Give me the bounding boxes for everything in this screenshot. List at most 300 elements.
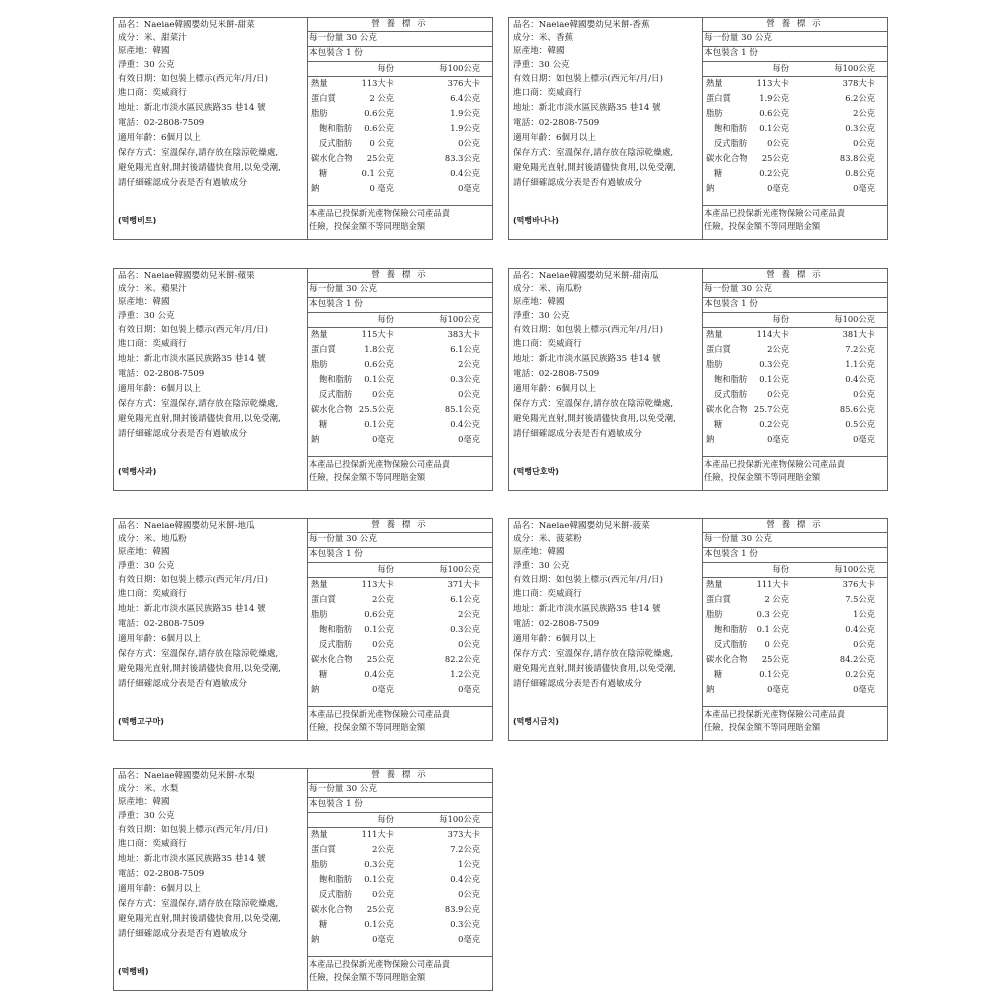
nutrient-label: 碳水化合物 [706, 404, 748, 414]
phone: 電話：02-2808-7509 [513, 118, 600, 128]
nutrient-label: 熱量 [706, 579, 723, 589]
nutrient-per-100g: 0.4公克 [845, 624, 875, 634]
nutrition-facts [307, 18, 492, 239]
nutrient-per-serving: 1.9公克 [759, 93, 789, 103]
nutrient-per-100g: 0毫克 [458, 934, 480, 944]
insurance-line-1: 本產品已投保新光產物保險公司產品責 [309, 709, 451, 719]
age-range: 適用年齡：6個月以上 [118, 133, 201, 143]
storage-line-3: 請仔細確認成分表是否有過敏成分 [118, 679, 247, 689]
nutrient-label: 蛋白質 [706, 344, 731, 354]
nutrient-per-100g: 371大卡 [447, 579, 480, 589]
product-name: 品名：Naeiae韓國嬰幼兒米餅-菠菜 [513, 521, 650, 531]
storage-line-1: 保存方式：室溫保存,請存放在陰涼乾燥處, [513, 148, 674, 158]
nutrient-per-100g: 83.9公克 [444, 904, 480, 914]
servings-per-pack: 本包裝含 1 份 [309, 48, 363, 58]
nutrient-per-serving: 0毫克 [372, 684, 394, 694]
per-serving-header: 每份 [377, 814, 394, 824]
nutrient-label: 熱量 [311, 829, 328, 839]
phone: 電話：02-2808-7509 [118, 619, 205, 629]
storage-line-3: 請仔細確認成分表是否有過敏成分 [118, 178, 247, 188]
nutrient-label: 鈉 [311, 434, 320, 444]
nutrient-per-serving: 0.2公克 [759, 419, 789, 429]
nutrition-facts [702, 18, 887, 239]
nutrient-per-100g: 0公克 [458, 639, 480, 649]
nutrient-label: 熱量 [311, 579, 328, 589]
serving-size: 每一份量 30 公克 [704, 284, 772, 294]
nutrient-per-serving: 2公克 [767, 344, 789, 354]
nutrient-per-serving: 25公克 [761, 654, 789, 664]
nutrition-header: 營 養 標 示 [307, 18, 492, 32]
nutrient-per-serving: 0.3 公克 [756, 609, 789, 619]
per-serving-header: 每份 [772, 314, 789, 324]
net-weight: 淨重：30 公克 [513, 311, 570, 321]
age-range: 適用年齡：6個月以上 [513, 133, 596, 143]
age-range: 適用年齡：6個月以上 [118, 384, 201, 394]
nutrient-per-100g: 6.1公克 [450, 344, 480, 354]
product-info [509, 519, 703, 740]
per-100g-header: 每100公克 [439, 63, 480, 73]
nutrient-per-serving: 0.1公克 [759, 123, 789, 133]
nutrient-label: 鈉 [311, 183, 320, 193]
nutrient-per-serving: 0.3公克 [364, 859, 394, 869]
insurance-line-1: 本產品已投保新光產物保險公司產品責 [309, 459, 451, 469]
nutrient-per-100g: 0毫克 [458, 684, 480, 694]
korean-product-tag: (떡뻥단호박) [513, 467, 559, 476]
per-100g-header: 每100公克 [439, 814, 480, 824]
nutrient-label: 脂肪 [706, 108, 723, 118]
nutrient-per-100g: 84.2公克 [839, 654, 875, 664]
net-weight: 淨重：30 公克 [513, 561, 570, 571]
nutrient-per-100g: 0公克 [853, 639, 875, 649]
age-range: 適用年齡：6個月以上 [513, 634, 596, 644]
nutrient-per-serving: 0.6公克 [364, 108, 394, 118]
nutrient-per-serving: 0毫克 [767, 183, 789, 193]
storage-line-1: 保存方式：室溫保存,請存放在陰涼乾燥處, [513, 399, 674, 409]
nutrient-per-100g: 2公克 [458, 609, 480, 619]
serving-size: 每一份量 30 公克 [309, 284, 377, 294]
product-info [114, 18, 308, 239]
servings-per-pack: 本包裝含 1 份 [309, 799, 363, 809]
address: 地址：新北市淡水區民族路35 巷14 號 [118, 103, 266, 113]
origin: 原產地：韓國 [118, 547, 170, 557]
nutrient-label: 飽和脂肪 [319, 374, 353, 384]
nutrient-per-serving: 2公克 [372, 844, 394, 854]
serving-size: 每一份量 30 公克 [309, 784, 377, 794]
storage-line-1: 保存方式：室溫保存,請存放在陰涼乾燥處, [118, 899, 279, 909]
nutrient-per-serving: 0.1 公克 [361, 168, 394, 178]
nutrition-label [113, 17, 493, 240]
nutrition-header: 營 養 標 示 [307, 769, 492, 783]
nutrient-per-100g: 0.5公克 [845, 419, 875, 429]
per-serving-header: 每份 [772, 63, 789, 73]
nutrient-label: 熱量 [706, 78, 723, 88]
nutrient-label: 碳水化合物 [311, 404, 353, 414]
nutrient-label: 反式脂肪 [319, 889, 353, 899]
expiry-date: 有效日期：如包裝上標示(西元年/月/日) [513, 575, 663, 585]
nutrient-label: 飽和脂肪 [714, 624, 748, 634]
product-name: 品名：Naeiae韓國嬰幼兒米餅-香蕉 [513, 20, 650, 30]
storage-line-3: 請仔細確認成分表是否有過敏成分 [118, 929, 247, 939]
insurance-line-1: 本產品已投保新光產物保險公司產品責 [704, 208, 846, 218]
servings-per-pack: 本包裝含 1 份 [704, 549, 758, 559]
korean-product-tag: (떡뻥사과) [118, 467, 157, 476]
insurance-line-1: 本產品已投保新光產物保險公司產品責 [309, 959, 451, 969]
origin: 原產地：韓國 [513, 297, 565, 307]
net-weight: 淨重：30 公克 [118, 561, 175, 571]
expiry-date: 有效日期：如包裝上標示(西元年/月/日) [513, 325, 663, 335]
importer: 進口商：奕威商行 [118, 839, 187, 849]
nutrient-per-100g: 7.2公克 [845, 344, 875, 354]
serving-size: 每一份量 30 公克 [309, 33, 377, 43]
product-info [114, 269, 308, 490]
nutrient-per-serving: 0公克 [767, 138, 789, 148]
nutrient-per-100g: 0毫克 [458, 434, 480, 444]
nutrient-per-serving: 0.1公克 [759, 374, 789, 384]
servings-per-pack: 本包裝含 1 份 [704, 299, 758, 309]
storage-line-3: 請仔細確認成分表是否有過敏成分 [513, 429, 642, 439]
korean-product-tag: (떡뻥바나나) [513, 216, 559, 225]
nutrient-per-serving: 25.7公克 [753, 404, 789, 414]
phone: 電話：02-2808-7509 [118, 118, 205, 128]
nutrition-label [113, 268, 493, 491]
nutrient-per-serving: 25公克 [366, 153, 394, 163]
nutrient-label: 糖 [319, 419, 328, 429]
nutrient-label: 碳水化合物 [706, 654, 748, 664]
serving-size: 每一份量 30 公克 [704, 33, 772, 43]
nutrition-facts [307, 269, 492, 490]
nutrient-per-serving: 0.6公克 [364, 123, 394, 133]
address: 地址：新北市淡水區民族路35 巷14 號 [118, 354, 266, 364]
nutrient-per-100g: 1.1公克 [845, 359, 875, 369]
nutrient-per-100g: 0.4公克 [450, 874, 480, 884]
storage-line-2: 避免陽光直射,開封後請儘快食用,以免受潮, [118, 914, 281, 924]
nutrient-per-100g: 1.9公克 [450, 123, 480, 133]
nutrient-per-100g: 378大卡 [842, 78, 875, 88]
nutrient-label: 脂肪 [311, 859, 328, 869]
nutrient-per-100g: 7.2公克 [450, 844, 480, 854]
insurance-line-2: 任險，投保金額不等同理賠金額 [704, 722, 821, 732]
nutrient-per-100g: 0.4公克 [450, 168, 480, 178]
nutrient-per-serving: 115大卡 [361, 329, 394, 339]
nutrient-label: 蛋白質 [311, 344, 336, 354]
serving-size: 每一份量 30 公克 [309, 534, 377, 544]
per-100g-header: 每100公克 [834, 314, 875, 324]
nutrient-label: 熱量 [706, 329, 723, 339]
nutrient-per-serving: 113大卡 [361, 78, 394, 88]
nutrient-per-serving: 0.1公克 [364, 624, 394, 634]
nutrient-per-serving: 2 公克 [369, 93, 394, 103]
expiry-date: 有效日期：如包裝上標示(西元年/月/日) [513, 74, 663, 84]
nutrient-per-serving: 1.8公克 [364, 344, 394, 354]
nutrient-per-serving: 0公克 [767, 389, 789, 399]
nutrient-per-serving: 0.1公克 [364, 419, 394, 429]
nutrient-label: 反式脂肪 [714, 639, 748, 649]
nutrient-label: 飽和脂肪 [714, 374, 748, 384]
nutrient-per-100g: 0公克 [458, 138, 480, 148]
nutrient-per-serving: 2公克 [372, 594, 394, 604]
nutrient-per-serving: 0.6公克 [364, 609, 394, 619]
insurance-line-1: 本產品已投保新光產物保險公司產品責 [704, 709, 846, 719]
insurance-line-2: 任險，投保金額不等同理賠金額 [704, 472, 821, 482]
nutrient-per-100g: 7.5公克 [845, 594, 875, 604]
nutrient-label: 鈉 [706, 183, 715, 193]
nutrient-per-100g: 85.1公克 [444, 404, 480, 414]
nutrient-per-100g: 0毫克 [853, 183, 875, 193]
nutrient-label: 飽和脂肪 [319, 874, 353, 884]
storage-line-2: 避免陽光直射,開封後請儘快食用,以免受潮, [513, 664, 676, 674]
storage-line-3: 請仔細確認成分表是否有過敏成分 [118, 429, 247, 439]
insurance-line-2: 任險，投保金額不等同理賠金額 [309, 722, 426, 732]
nutrient-per-100g: 2公克 [458, 359, 480, 369]
product-name: 品名：Naeiae韓國嬰幼兒米餅-甜菜 [118, 20, 255, 30]
nutrient-per-100g: 0毫克 [458, 183, 480, 193]
ingredients: 成分：米、蘋果汁 [118, 284, 187, 294]
nutrient-per-serving: 0.1公克 [364, 374, 394, 384]
nutrient-label: 脂肪 [706, 609, 723, 619]
per-serving-header: 每份 [377, 564, 394, 574]
nutrient-per-serving: 111大卡 [756, 579, 789, 589]
expiry-date: 有效日期：如包裝上標示(西元年/月/日) [118, 825, 268, 835]
origin: 原產地：韓國 [513, 547, 565, 557]
importer: 進口商：奕威商行 [513, 589, 582, 599]
nutrient-per-100g: 6.4公克 [450, 93, 480, 103]
importer: 進口商：奕威商行 [118, 339, 187, 349]
per-serving-header: 每份 [377, 63, 394, 73]
nutrient-label: 鈉 [311, 934, 320, 944]
insurance-line-1: 本產品已投保新光產物保險公司產品責 [309, 208, 451, 218]
net-weight: 淨重：30 公克 [118, 311, 175, 321]
nutrient-per-100g: 0.2公克 [845, 669, 875, 679]
nutrition-label [113, 768, 493, 991]
nutrient-per-serving: 25公克 [366, 654, 394, 664]
product-info [114, 519, 308, 740]
nutrient-per-serving: 0 公克 [369, 138, 394, 148]
address: 地址：新北市淡水區民族路35 巷14 號 [513, 604, 661, 614]
korean-product-tag: (떡뻥고구마) [118, 717, 164, 726]
nutrition-facts [307, 769, 492, 990]
nutrient-per-100g: 0公克 [853, 138, 875, 148]
insurance-line-2: 任險，投保金額不等同理賠金額 [704, 221, 821, 231]
storage-line-2: 避免陽光直射,開封後請儘快食用,以免受潮, [118, 163, 281, 173]
nutrient-label: 鈉 [311, 684, 320, 694]
net-weight: 淨重：30 公克 [118, 811, 175, 821]
insurance-line-2: 任險，投保金額不等同理賠金額 [309, 221, 426, 231]
nutrient-per-100g: 376大卡 [447, 78, 480, 88]
address: 地址：新北市淡水區民族路35 巷14 號 [513, 103, 661, 113]
nutrient-label: 糖 [319, 168, 328, 178]
nutrient-label: 反式脂肪 [714, 138, 748, 148]
nutrition-label [113, 518, 493, 741]
nutrient-per-serving: 114大卡 [756, 329, 789, 339]
storage-line-1: 保存方式：室溫保存,請存放在陰涼乾燥處, [118, 399, 279, 409]
nutrition-header: 營 養 標 示 [307, 269, 492, 283]
storage-line-2: 避免陽光直射,開封後請儘快食用,以免受潮, [513, 414, 676, 424]
address: 地址：新北市淡水區民族路35 巷14 號 [118, 604, 266, 614]
nutrient-label: 蛋白質 [706, 594, 731, 604]
nutrient-per-serving: 25.5公克 [358, 404, 394, 414]
nutrient-per-100g: 0毫克 [853, 684, 875, 694]
origin: 原產地：韓國 [118, 297, 170, 307]
nutrient-per-100g: 6.2公克 [845, 93, 875, 103]
nutrient-per-100g: 1.2公克 [450, 669, 480, 679]
importer: 進口商：奕威商行 [513, 88, 582, 98]
storage-line-1: 保存方式：室溫保存,請存放在陰涼乾燥處, [118, 148, 279, 158]
nutrient-per-100g: 1.9公克 [450, 108, 480, 118]
ingredients: 成分：米、香蕉 [513, 33, 574, 43]
ingredients: 成分：米、水梨 [118, 784, 179, 794]
nutrient-label: 飽和脂肪 [319, 624, 353, 634]
servings-per-pack: 本包裝含 1 份 [309, 299, 363, 309]
servings-per-pack: 本包裝含 1 份 [309, 549, 363, 559]
nutrient-per-serving: 0公克 [372, 389, 394, 399]
origin: 原產地：韓國 [118, 46, 170, 56]
nutrient-per-serving: 25公克 [366, 904, 394, 914]
storage-line-2: 避免陽光直射,開封後請儘快食用,以免受潮, [118, 414, 281, 424]
nutrient-label: 蛋白質 [311, 93, 336, 103]
nutrient-label: 熱量 [311, 78, 328, 88]
per-100g-header: 每100公克 [439, 314, 480, 324]
nutrition-facts [702, 269, 887, 490]
nutrient-per-100g: 0.3公克 [450, 374, 480, 384]
nutrient-per-100g: 376大卡 [842, 579, 875, 589]
nutrient-per-serving: 111大卡 [361, 829, 394, 839]
nutrient-per-serving: 0毫克 [372, 434, 394, 444]
importer: 進口商：奕威商行 [118, 589, 187, 599]
nutrient-per-100g: 83.8公克 [839, 153, 875, 163]
nutrition-header: 營 養 標 示 [702, 519, 887, 533]
nutrient-label: 碳水化合物 [311, 153, 353, 163]
serving-size: 每一份量 30 公克 [704, 534, 772, 544]
nutrient-per-serving: 0.1公克 [759, 669, 789, 679]
nutrient-label: 糖 [714, 168, 723, 178]
korean-product-tag: (떡뻥비트) [118, 216, 157, 225]
nutrient-per-100g: 2公克 [853, 108, 875, 118]
korean-product-tag: (떡뻥시금치) [513, 717, 559, 726]
nutrient-per-serving: 0公克 [372, 889, 394, 899]
nutrient-per-100g: 383大卡 [447, 329, 480, 339]
nutrient-label: 脂肪 [311, 108, 328, 118]
nutrient-label: 糖 [319, 669, 328, 679]
importer: 進口商：奕威商行 [513, 339, 582, 349]
servings-per-pack: 本包裝含 1 份 [704, 48, 758, 58]
nutrient-per-100g: 0.3公克 [450, 624, 480, 634]
nutrient-per-serving: 0毫克 [767, 684, 789, 694]
nutrient-label: 糖 [714, 669, 723, 679]
nutrient-per-serving: 0公克 [372, 639, 394, 649]
net-weight: 淨重：30 公克 [118, 60, 175, 70]
per-100g-header: 每100公克 [439, 564, 480, 574]
nutrient-label: 蛋白質 [706, 93, 731, 103]
storage-line-1: 保存方式：室溫保存,請存放在陰涼乾燥處, [118, 649, 279, 659]
nutrition-label [508, 268, 888, 491]
insurance-line-1: 本產品已投保新光產物保險公司產品責 [704, 459, 846, 469]
phone: 電話：02-2808-7509 [118, 369, 205, 379]
nutrient-label: 脂肪 [311, 359, 328, 369]
nutrient-label: 脂肪 [706, 359, 723, 369]
nutrient-per-100g: 0.3公克 [845, 123, 875, 133]
product-name: 品名：Naeiae韓國嬰幼兒米餅-甜南瓜 [513, 271, 659, 281]
expiry-date: 有效日期：如包裝上標示(西元年/月/日) [118, 74, 268, 84]
nutrient-label: 糖 [319, 919, 328, 929]
nutrition-header: 營 養 標 示 [307, 519, 492, 533]
nutrient-label: 糖 [714, 419, 723, 429]
storage-line-1: 保存方式：室溫保存,請存放在陰涼乾燥處, [513, 649, 674, 659]
nutrient-per-serving: 0.3公克 [759, 359, 789, 369]
nutrient-label: 脂肪 [311, 609, 328, 619]
nutrient-per-serving: 113大卡 [361, 579, 394, 589]
nutrient-per-serving: 0毫克 [372, 934, 394, 944]
per-100g-header: 每100公克 [834, 564, 875, 574]
per-serving-header: 每份 [772, 564, 789, 574]
nutrient-per-100g: 0毫克 [853, 434, 875, 444]
age-range: 適用年齡：6個月以上 [118, 884, 201, 894]
address: 地址：新北市淡水區民族路35 巷14 號 [513, 354, 661, 364]
expiry-date: 有效日期：如包裝上標示(西元年/月/日) [118, 575, 268, 585]
nutrient-label: 蛋白質 [311, 594, 336, 604]
phone: 電話：02-2808-7509 [513, 619, 600, 629]
product-name: 品名：Naeiae韓國嬰幼兒米餅-水梨 [118, 771, 255, 781]
nutrition-label [508, 17, 888, 240]
per-100g-header: 每100公克 [834, 63, 875, 73]
nutrient-per-serving: 0.1公克 [364, 874, 394, 884]
nutrient-per-serving: 0 公克 [764, 639, 789, 649]
age-range: 適用年齡：6個月以上 [118, 634, 201, 644]
storage-line-2: 避免陽光直射,開封後請儘快食用,以免受潮, [513, 163, 676, 173]
nutrient-per-100g: 0.8公克 [845, 168, 875, 178]
product-name: 品名：Naeiae韓國嬰幼兒米餅-蘋果 [118, 271, 255, 281]
product-info [509, 18, 703, 239]
nutrient-per-100g: 1公克 [853, 609, 875, 619]
nutrient-per-serving: 2 公克 [764, 594, 789, 604]
nutrient-label: 飽和脂肪 [319, 123, 353, 133]
nutrient-label: 反式脂肪 [714, 389, 748, 399]
nutrient-label: 鈉 [706, 684, 715, 694]
product-name: 品名：Naeiae韓國嬰幼兒米餅-地瓜 [118, 521, 255, 531]
nutrient-per-serving: 0.6公克 [759, 108, 789, 118]
ingredients: 成分：米、地瓜粉 [118, 534, 187, 544]
nutrient-label: 反式脂肪 [319, 639, 353, 649]
nutrient-per-100g: 0公克 [458, 889, 480, 899]
nutrient-label: 碳水化合物 [311, 904, 353, 914]
origin: 原產地：韓國 [513, 46, 565, 56]
nutrient-label: 蛋白質 [311, 844, 336, 854]
nutrient-label: 熱量 [311, 329, 328, 339]
nutrient-label: 反式脂肪 [319, 389, 353, 399]
nutrition-header: 營 養 標 示 [702, 269, 887, 283]
nutrient-per-serving: 0.4公克 [364, 669, 394, 679]
nutrient-per-100g: 381大卡 [842, 329, 875, 339]
ingredients: 成分：米、南瓜粉 [513, 284, 582, 294]
korean-product-tag: (떡뻥배) [118, 967, 149, 976]
nutrient-per-100g: 85.6公克 [839, 404, 875, 414]
nutrient-label: 碳水化合物 [706, 153, 748, 163]
nutrient-per-100g: 373大卡 [447, 829, 480, 839]
address: 地址：新北市淡水區民族路35 巷14 號 [118, 854, 266, 864]
importer: 進口商：奕威商行 [118, 88, 187, 98]
nutrient-per-100g: 82.2公克 [444, 654, 480, 664]
phone: 電話：02-2808-7509 [118, 869, 205, 879]
nutrient-per-serving: 0.1公克 [364, 919, 394, 929]
phone: 電話：02-2808-7509 [513, 369, 600, 379]
nutrient-label: 反式脂肪 [319, 138, 353, 148]
nutrient-per-serving: 25公克 [761, 153, 789, 163]
nutrient-label: 鈉 [706, 434, 715, 444]
storage-line-2: 避免陽光直射,開封後請儘快食用,以免受潮, [118, 664, 281, 674]
nutrient-per-100g: 0.4公克 [450, 419, 480, 429]
storage-line-3: 請仔細確認成分表是否有過敏成分 [513, 178, 642, 188]
nutrition-label [508, 518, 888, 741]
nutrient-per-100g: 0公克 [853, 389, 875, 399]
